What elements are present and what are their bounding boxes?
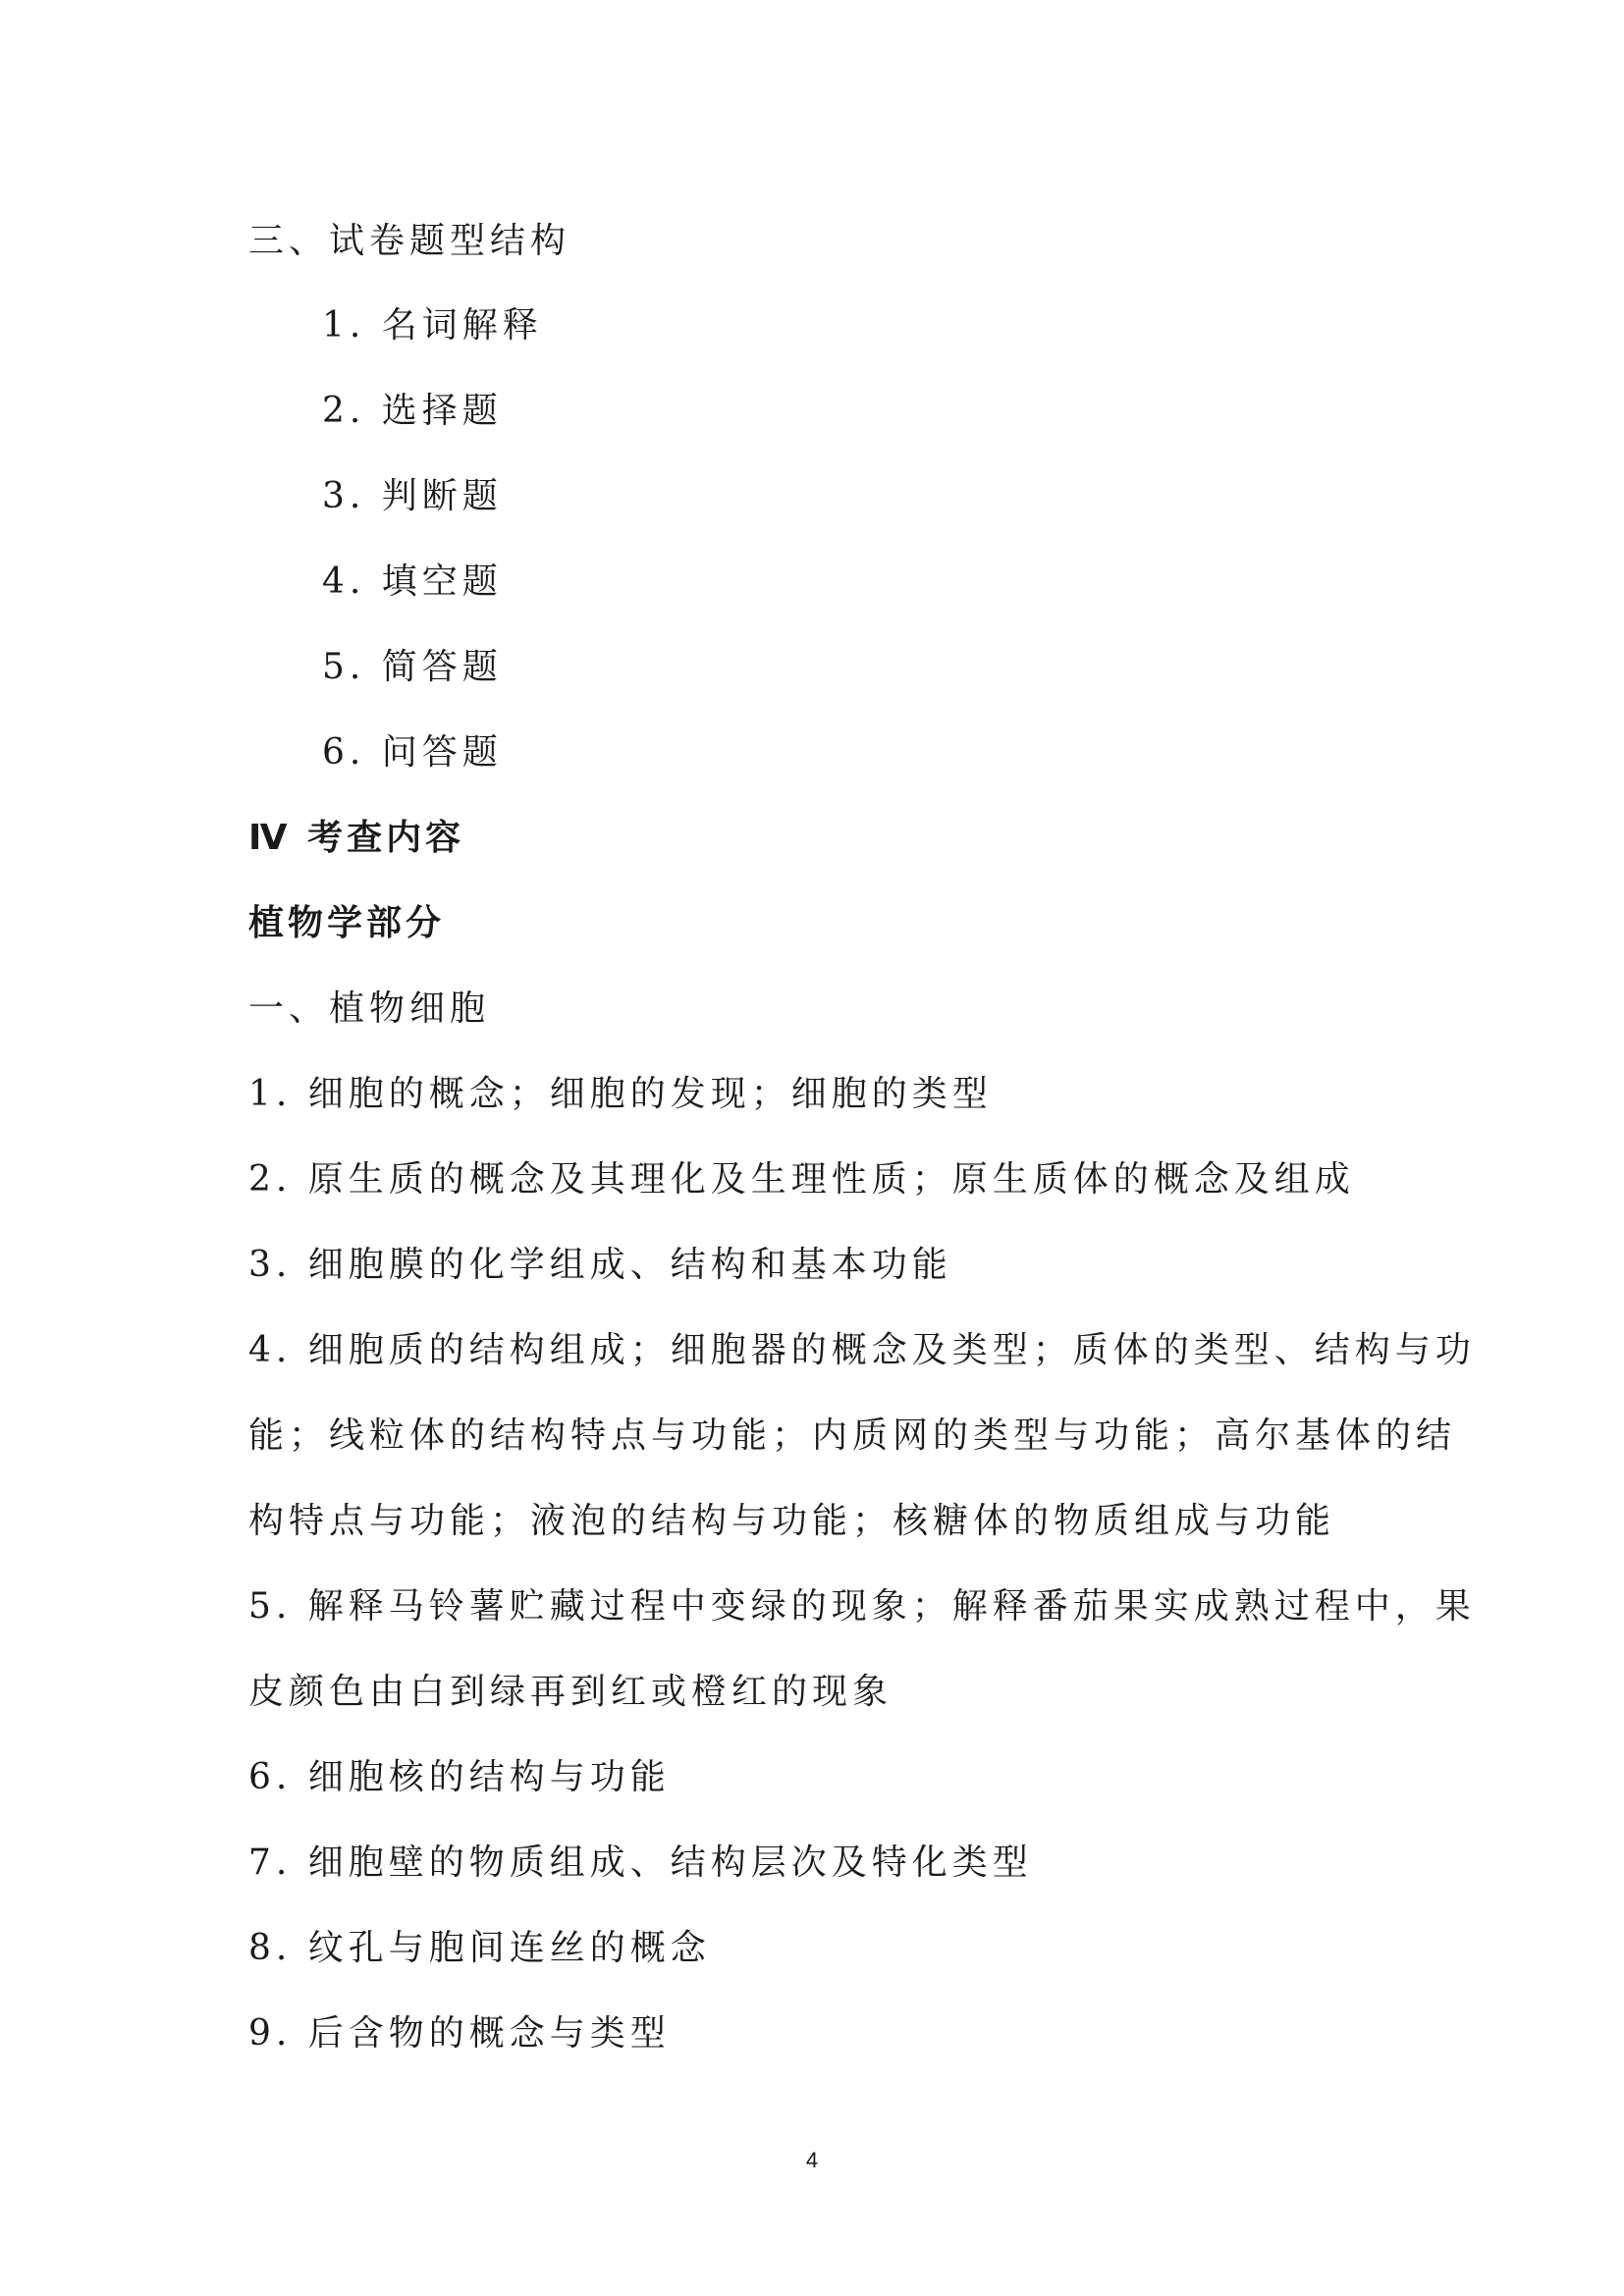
question-type-item: 5. 简答题 <box>322 647 503 687</box>
question-type-item: 4. 填空题 <box>322 561 503 602</box>
content-line: 1. 细胞的概念；细胞的发现；细胞的类型 <box>248 1074 993 1114</box>
content-line: 2. 原生质的概念及其理化及生理性质；原生质体的概念及组成 <box>248 1159 1355 1200</box>
content-line: 5. 解释马铃薯贮藏过程中变绿的现象；解释番茄果实成熟过程中，果 <box>248 1586 1476 1627</box>
question-type-item: 6. 问答题 <box>322 732 503 773</box>
question-type-item: 2. 选择题 <box>322 391 503 431</box>
chapter-heading-plant-cell: 一、植物细胞 <box>248 988 491 1029</box>
page-number: 4 <box>805 2148 819 2172</box>
content-line: 4. 细胞质的结构组成；细胞器的概念及类型；质体的类型、结构与功 <box>248 1330 1476 1370</box>
content-line: 6. 细胞核的结构与功能 <box>248 1757 671 1797</box>
content-line: 7. 细胞壁的物质组成、结构层次及特化类型 <box>248 1842 1033 1883</box>
section-heading-exam-content: Ⅳ 考查内容 <box>248 818 465 858</box>
content-line: 皮颜色由白到绿再到红或橙红的现象 <box>248 1672 893 1712</box>
content-line: 9. 后含物的概念与类型 <box>248 2013 671 2054</box>
question-type-item: 1. 名词解释 <box>322 305 543 346</box>
subheading-botany: 植物学部分 <box>248 903 446 943</box>
section-heading-question-types: 三、试卷题型结构 <box>248 221 571 261</box>
content-line: 能；线粒体的结构特点与功能；内质网的类型与功能；高尔基体的结 <box>248 1415 1457 1456</box>
question-type-item: 3. 判断题 <box>322 476 503 516</box>
content-line: 8. 纹孔与胞间连丝的概念 <box>248 1928 711 1968</box>
content-line: 3. 细胞膜的化学组成、结构和基本功能 <box>248 1245 952 1285</box>
content-line: 构特点与功能；液泡的结构与功能；核糖体的物质组成与功能 <box>248 1501 1336 1541</box>
